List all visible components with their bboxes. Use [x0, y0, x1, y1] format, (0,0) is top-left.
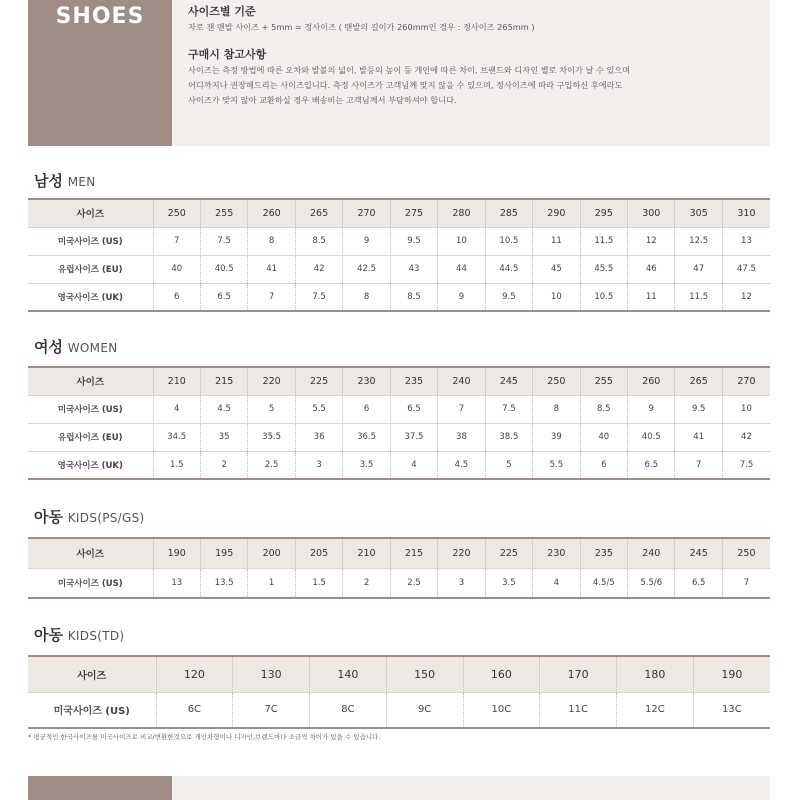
- kids-psgs-title-ko: 아동: [34, 508, 63, 526]
- notes-heading: 구매시 참고사항: [188, 48, 267, 61]
- size-cell: 190: [153, 538, 200, 568]
- size-row: [28, 568, 770, 598]
- kids-psgs-section-title: [34, 506, 145, 527]
- size-cell: 7: [743, 577, 750, 588]
- size-cell: 7: [675, 451, 722, 479]
- size-info: [188, 4, 763, 108]
- size-cell: 9: [343, 227, 390, 255]
- size-cell: 9.5: [485, 283, 532, 311]
- size-cell: 3.5: [343, 451, 390, 479]
- size-cell: 42: [295, 255, 342, 283]
- size-cell: 305: [675, 199, 722, 227]
- size-cell: 10: [741, 404, 752, 414]
- size-cell: 210: [153, 367, 200, 395]
- size-cell: 200: [248, 538, 295, 568]
- size-cell: 215: [200, 367, 247, 395]
- size-row: [28, 227, 770, 255]
- size-cell: 6: [580, 451, 627, 479]
- size-cell: 7.5: [739, 459, 754, 470]
- size-cell: 1.5: [295, 568, 342, 598]
- size-cell: 150: [386, 656, 463, 692]
- size-cell: 9: [438, 283, 485, 311]
- size-cell: 38: [438, 423, 485, 451]
- size-cell: 120: [156, 656, 233, 692]
- size-cell: 40.5: [200, 255, 247, 283]
- kids-td-title-ko: 아동: [34, 626, 63, 644]
- men-size-table: [28, 198, 770, 312]
- size-cell: 6.5: [675, 568, 722, 598]
- size-cell: 42: [741, 432, 752, 442]
- size-cell: 9: [628, 395, 675, 423]
- size-cell: 39: [533, 423, 580, 451]
- size-cell: 36: [295, 423, 342, 451]
- size-cell: 6.5: [390, 395, 437, 423]
- size-cell: 130: [233, 656, 310, 692]
- size-cell: 140: [310, 656, 387, 692]
- size-cell: 170: [540, 656, 617, 692]
- size-cell: 43: [390, 255, 437, 283]
- size-cell: 11C: [540, 692, 617, 728]
- size-cell: 5: [485, 451, 532, 479]
- size-cell: 265: [675, 367, 722, 395]
- size-cell: 235: [580, 538, 627, 568]
- size-header-row: [28, 538, 770, 568]
- size-cell: 11: [533, 227, 580, 255]
- size-cell: 220: [248, 367, 295, 395]
- size-header-row: [28, 367, 770, 395]
- category-box: [28, 0, 172, 146]
- size-cell: 160: [463, 656, 540, 692]
- size-cell: 230: [533, 538, 580, 568]
- size-cell: 44.5: [485, 255, 532, 283]
- size-cell: 1.5: [153, 451, 200, 479]
- size-header-row: [28, 199, 770, 227]
- size-cell: 40: [153, 255, 200, 283]
- size-cell: 205: [295, 538, 342, 568]
- size-cell: 270: [722, 367, 770, 395]
- men-title-en: MEN: [67, 175, 96, 189]
- size-cell: 180: [617, 656, 694, 692]
- size-cell: 265: [295, 199, 342, 227]
- row-label: 미국사이즈 (US): [28, 227, 153, 255]
- size-cell: 11.5: [675, 283, 722, 311]
- size-cell: 5.5/6: [628, 568, 675, 598]
- size-cell: 44: [438, 255, 485, 283]
- size-row: [28, 395, 770, 423]
- size-cell: 37.5: [390, 423, 437, 451]
- kids-td-title-en: KIDS(TD): [67, 629, 125, 643]
- row-label: 사이즈: [28, 367, 153, 395]
- size-cell: 230: [343, 367, 390, 395]
- size-cell: 245: [485, 367, 532, 395]
- size-cell: 5: [248, 395, 295, 423]
- size-cell: 40: [580, 423, 627, 451]
- size-cell: 35: [200, 423, 247, 451]
- size-cell: 13C: [722, 704, 742, 716]
- size-cell: 11.5: [580, 227, 627, 255]
- size-cell: 8.5: [390, 283, 437, 311]
- size-cell: 41: [675, 423, 722, 451]
- men-section-title: [34, 170, 96, 191]
- size-cell: 3: [438, 568, 485, 598]
- size-row: [28, 283, 770, 311]
- size-cell: 4: [390, 451, 437, 479]
- row-label: 사이즈: [28, 538, 153, 568]
- size-cell: 300: [628, 199, 675, 227]
- row-label: 유럽사이즈 (EU): [28, 255, 153, 283]
- size-cell: 7.5: [295, 283, 342, 311]
- row-label: 미국사이즈 (US): [28, 692, 156, 728]
- size-cell: 13: [741, 236, 752, 246]
- kids-td-size-table: [28, 655, 770, 729]
- size-cell: 235: [390, 367, 437, 395]
- size-cell: 40.5: [628, 423, 675, 451]
- size-cell: 8.5: [580, 395, 627, 423]
- size-cell: 190: [693, 656, 770, 692]
- size-cell: 3: [295, 451, 342, 479]
- footer-box: [28, 776, 172, 800]
- size-cell: 7: [438, 395, 485, 423]
- size-cell: 36.5: [343, 423, 390, 451]
- size-row: [28, 423, 770, 451]
- size-cell: 4: [153, 395, 200, 423]
- size-cell: 1: [248, 568, 295, 598]
- size-cell: 10C: [463, 692, 540, 728]
- size-cell: 290: [533, 199, 580, 227]
- size-cell: 8.5: [295, 227, 342, 255]
- size-cell: 12: [741, 291, 752, 302]
- size-cell: 250: [153, 199, 200, 227]
- size-cell: 2.5: [390, 568, 437, 598]
- size-header-row: [28, 656, 770, 692]
- size-cell: 285: [485, 199, 532, 227]
- size-cell: 10.5: [485, 227, 532, 255]
- size-cell: 240: [438, 367, 485, 395]
- kids-psgs-title-en: KIDS(PS/GS): [67, 511, 145, 525]
- size-cell: 41: [248, 255, 295, 283]
- size-cell: 6: [343, 395, 390, 423]
- size-cell: 4.5/5: [580, 568, 627, 598]
- women-size-table: [28, 366, 770, 480]
- size-cell: 6C: [156, 692, 233, 728]
- size-cell: 7.5: [485, 395, 532, 423]
- size-cell: 10: [438, 227, 485, 255]
- size-cell: 240: [628, 538, 675, 568]
- notes-line: 사이즈가 맞지 않아 교환하실 경우 배송비는 고객님께서 부담하셔야 합니다.: [188, 95, 457, 105]
- size-cell: 6.5: [200, 283, 247, 311]
- size-cell: 8: [343, 283, 390, 311]
- size-cell: 13.5: [200, 568, 247, 598]
- size-cell: 7.5: [200, 227, 247, 255]
- size-cell: 295: [580, 199, 627, 227]
- size-cell: 7: [153, 227, 200, 255]
- kids-td-section-title: [34, 624, 124, 645]
- size-cell: 38.5: [485, 423, 532, 451]
- size-cell: 255: [200, 199, 247, 227]
- size-cell: 11: [628, 283, 675, 311]
- size-cell: 195: [200, 538, 247, 568]
- size-cell: 260: [248, 199, 295, 227]
- size-cell: 7: [248, 283, 295, 311]
- size-row: [28, 255, 770, 283]
- notes-line: 어디까지나 권장해드리는 사이즈입니다. 측정 사이즈가 고객님께 맞지 않을 수 있으며, 정사이즈에 따라 구입하신 후에라도: [188, 80, 623, 90]
- size-cell: 4.5: [438, 451, 485, 479]
- footnote: * 평균적인 한국사이즈를 미국사이즈로 비교/변환한것으로 개인차형이나 디자인,브랜드마다 조금씩 차이가 있을 수 있습니다.: [28, 733, 381, 741]
- row-label: 유럽사이즈 (EU): [28, 423, 153, 451]
- size-cell: 225: [485, 538, 532, 568]
- size-cell: 5.5: [533, 451, 580, 479]
- row-label: 미국사이즈 (US): [28, 568, 153, 598]
- category-title: SHOES: [55, 4, 145, 29]
- size-cell: 45: [533, 255, 580, 283]
- criteria-heading: 사이즈별 기준: [188, 5, 256, 18]
- size-cell: 3.5: [485, 568, 532, 598]
- size-cell: 47.5: [737, 264, 756, 274]
- size-cell: 35.5: [248, 423, 295, 451]
- size-cell: 270: [343, 199, 390, 227]
- size-cell: 10.5: [580, 283, 627, 311]
- size-cell: 215: [390, 538, 437, 568]
- size-row: [28, 692, 770, 728]
- size-cell: 47: [675, 255, 722, 283]
- size-cell: 9C: [386, 692, 463, 728]
- size-cell: 255: [580, 367, 627, 395]
- row-label: 미국사이즈 (US): [28, 395, 153, 423]
- size-cell: 9.5: [390, 227, 437, 255]
- size-cell: 12: [628, 227, 675, 255]
- size-cell: 5.5: [295, 395, 342, 423]
- size-cell: 250: [533, 367, 580, 395]
- size-cell: 250: [722, 538, 770, 568]
- size-cell: 12C: [617, 692, 694, 728]
- size-cell: 225: [295, 367, 342, 395]
- size-cell: 4.5: [200, 395, 247, 423]
- row-label: 영국사이즈 (UK): [28, 283, 153, 311]
- size-cell: 2: [200, 451, 247, 479]
- size-cell: 220: [438, 538, 485, 568]
- size-cell: 42.5: [343, 255, 390, 283]
- women-title-en: WOMEN: [67, 341, 118, 355]
- criteria-text: 자로 잰 맨발 사이즈 + 5mm = 정사이즈 ( 맨발의 길이가 260mm인 경우 : 정사이즈 265mm ): [188, 22, 535, 32]
- size-cell: 46: [628, 255, 675, 283]
- row-label: 사이즈: [28, 656, 156, 692]
- size-row: [28, 451, 770, 479]
- size-cell: 12.5: [675, 227, 722, 255]
- size-cell: 8: [248, 227, 295, 255]
- row-label: 사이즈: [28, 199, 153, 227]
- size-cell: 8: [533, 395, 580, 423]
- notes-line: 사이즈는 측정 방법에 따른 오차와 발볼의 넓이, 발등의 높이 등 개인에 따른 차이, 브랜드와 디자인 별로 차이가 날 수 있으며: [188, 65, 631, 75]
- size-cell: 4: [533, 568, 580, 598]
- size-cell: 10: [533, 283, 580, 311]
- size-cell: 6: [153, 283, 200, 311]
- size-cell: 275: [390, 199, 437, 227]
- size-cell: 280: [438, 199, 485, 227]
- size-cell: 6.5: [628, 451, 675, 479]
- size-cell: 13: [153, 568, 200, 598]
- size-cell: 310: [722, 199, 770, 227]
- row-label: 영국사이즈 (UK): [28, 451, 153, 479]
- size-cell: 210: [343, 538, 390, 568]
- size-cell: 8C: [310, 692, 387, 728]
- size-cell: 45.5: [580, 255, 627, 283]
- size-cell: 7C: [233, 692, 310, 728]
- size-cell: 9.5: [675, 395, 722, 423]
- kids-psgs-size-table: [28, 537, 770, 599]
- size-cell: 260: [628, 367, 675, 395]
- size-cell: 245: [675, 538, 722, 568]
- size-cell: 2: [343, 568, 390, 598]
- men-title-ko: 남성: [34, 172, 63, 190]
- women-section-title: [34, 336, 118, 357]
- size-cell: 2.5: [248, 451, 295, 479]
- size-cell: 34.5: [153, 423, 200, 451]
- women-title-ko: 여성: [34, 338, 63, 356]
